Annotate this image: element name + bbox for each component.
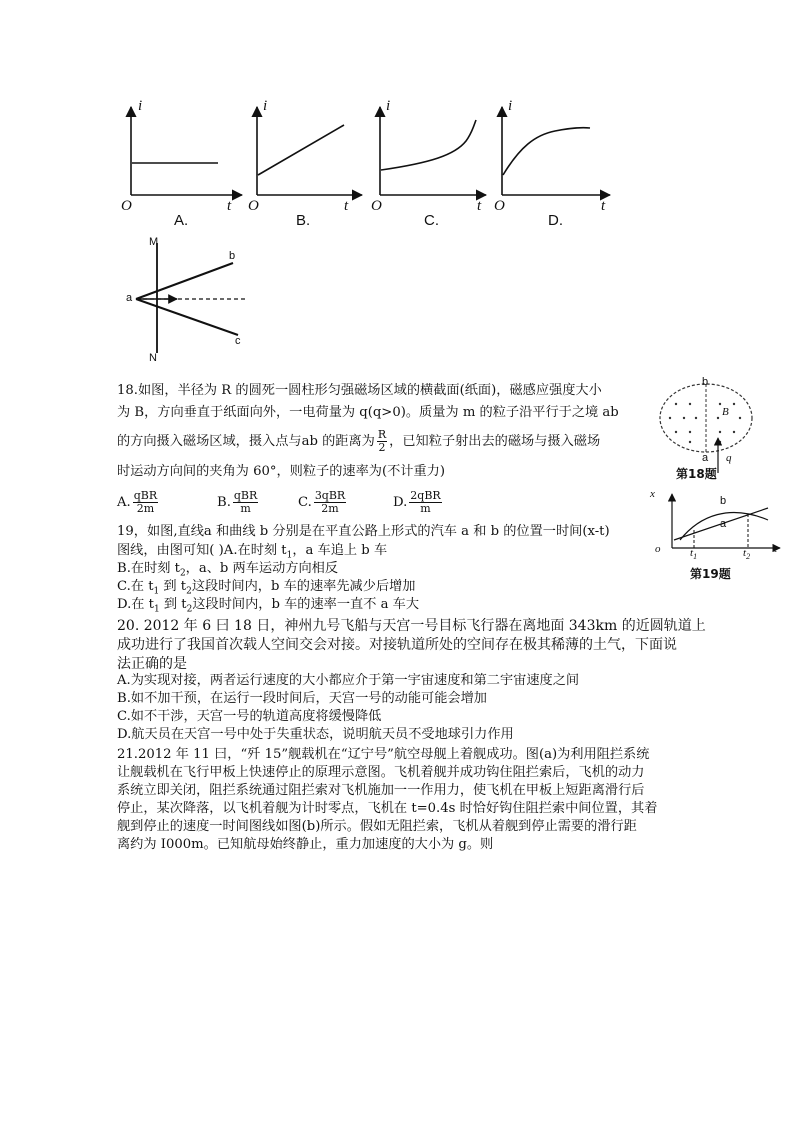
q21-line-6: 离约为 I000m。已知航母始终静止，重力加速度的大小为 g。则 bbox=[117, 837, 494, 852]
q21-line-4: 停止，某次降落，以飞机着舰为计时零点，飞机在 t=0.4s 时恰好钩住阻拦索中间位置，其着 bbox=[117, 801, 658, 816]
graph-b-curve bbox=[258, 125, 344, 175]
figure-18-diagram bbox=[650, 378, 770, 478]
q18-option-d: D. $\frac{\text{2qBR}}{m}$ bbox=[393, 489, 441, 515]
graph-b bbox=[257, 107, 362, 195]
q20-option-c: C.如不干涉，天宫一号的轨道高度将缓慢降低 bbox=[117, 709, 382, 724]
graph-c-i-label: i bbox=[386, 98, 391, 114]
q20-line-2: 成功进行了我国首次载人空间交会对接。对接轨道所处的空间存在极其稀薄的土气，下面说 bbox=[117, 637, 677, 653]
q18-fraction-r-over-2: $\frac{R}{2}$ bbox=[377, 428, 387, 454]
fig19-label-x: x bbox=[650, 488, 655, 500]
graph-a-t-label: t bbox=[227, 198, 232, 214]
graph-b-t-label: t bbox=[344, 198, 349, 214]
graph-c-o-label: O bbox=[371, 198, 382, 214]
graph-a bbox=[131, 107, 242, 195]
mn-label-b: b bbox=[229, 250, 236, 262]
q19-line-1: 19，如图,直线a 和曲线 b 分别是在平直公路上形式的汽车 a 和 b 的位置一时间(x-t) bbox=[117, 524, 610, 539]
mn-label-c: c bbox=[235, 335, 241, 347]
graph-d bbox=[502, 107, 610, 195]
graph-d-o-label: O bbox=[494, 198, 505, 214]
fig18-label-B: B bbox=[722, 406, 729, 418]
q18-line-1: 18.如图，半径为 R 的圆死一圆柱形匀强磁场区域的横截面(纸面)，磁感应强度大小 bbox=[117, 383, 602, 398]
field-dots bbox=[669, 403, 741, 443]
graph-b-o-label: O bbox=[248, 198, 259, 214]
q20-line-1: 20. 2012 年 6 曰 18 日，神州九号飞船与天宫一号目标飞行器在离地面 343km 的近圆轨道上 bbox=[117, 618, 706, 634]
ray-ac bbox=[136, 299, 238, 335]
fig19-label-t2: $t_2$ bbox=[743, 547, 751, 562]
graph-d-i-label: i bbox=[508, 98, 513, 114]
mn-label-m: M bbox=[149, 236, 159, 248]
q18-line-3: 的方向摄入磁场区域，摄入点与ab 的距离为 $\frac{R}{2}$ ，已知粒子射出去的磁场与摄入磁场 bbox=[117, 428, 601, 454]
graph-c-option: C. bbox=[424, 212, 439, 229]
q18-option-a: A. $\frac{\text{qBR}}{2m}$ bbox=[117, 489, 158, 515]
q20-line-3: 法正确的是 bbox=[117, 656, 187, 672]
fig19-label-t1: $t_1$ bbox=[690, 547, 698, 562]
q19-line-2: 图线，由图可知( )A.在时刻 $t_1$，a 车追上 b 车 bbox=[117, 543, 388, 561]
q18-option-b: B. $\frac{\text{qBR}}{m}$ bbox=[217, 489, 258, 515]
ray-ab bbox=[136, 263, 233, 299]
fig18-label-a: a bbox=[702, 452, 709, 464]
graph-b-i-label: i bbox=[263, 98, 268, 114]
graph-b-option: B. bbox=[296, 212, 311, 229]
figure-19-diagram bbox=[650, 490, 785, 560]
fig19-caption: 第19题 bbox=[690, 567, 731, 581]
q21-line-3: 系统立即关闭，阻拦系统通过阻拦索对飞机施加一一作用力，使飞机在甲板上短距离滑行后 bbox=[117, 783, 645, 798]
fig19-label-b: b bbox=[720, 495, 727, 507]
q21-line-1: 21.2012 年 11 曰，“歼 15”舰载机在“辽宁号”航空母舰上着舰成功。图(a)为利用阻拦系统 bbox=[117, 747, 650, 762]
q19-option-c: C.在 $t_1$ 到 $t_2$这段时间内，b 车的速率先减少后增加 bbox=[117, 579, 416, 597]
graph-d-option: D. bbox=[548, 212, 563, 229]
q21-line-2: 让舰载机在飞行甲板上快速停止的原理示意图。飞机着舰并成功钩住阻拦索后，飞机的动力 bbox=[117, 765, 645, 780]
graph-d-t-label: t bbox=[601, 198, 606, 214]
fig19-label-o: o bbox=[655, 543, 661, 555]
q18-line-2: 为 B，方向垂直于纸面向外，一电荷量为 q(q>0)。质量为 m 的粒子沿平行于之境 ab bbox=[117, 405, 619, 420]
graph-c-curve bbox=[381, 120, 476, 170]
mn-label-a: a bbox=[126, 292, 133, 304]
q21-line-5: 舰到停止的速度一时间图线如图(b)所示。假如无阻拦索，飞机从着舰到停止需要的滑行距 bbox=[117, 819, 637, 834]
q20-option-a: A.为实现对接，两者运行速度的大小都应介于第一宇宙速度和第二宇宙速度之间 bbox=[117, 673, 580, 688]
q20-option-d: D.航天员在天宫一号中处于失重状态，说明航天员不受地球引力作用 bbox=[117, 727, 514, 742]
fig19-label-a: a bbox=[720, 518, 727, 530]
fig18-label-b: b bbox=[702, 376, 709, 388]
q20-option-b: B.如不加干预，在运行一段时间后，天宫一号的动能可能会增加 bbox=[117, 691, 487, 706]
fig18-caption: 第18题 bbox=[676, 467, 717, 481]
graph-a-o-label: O bbox=[121, 198, 132, 214]
graph-c bbox=[380, 107, 486, 195]
mn-label-n: N bbox=[149, 352, 157, 364]
graph-a-i-label: i bbox=[138, 98, 143, 114]
q18-option-c: C. $\frac{\text{3qBR}}{2m}$ bbox=[298, 489, 346, 515]
q19-option-d: D.在 $t_1$ 到 $t_2$这段时间内，b 车的速率一直不 a 车大 bbox=[117, 597, 420, 615]
graph-d-curve bbox=[503, 128, 590, 175]
fig18-label-q: q bbox=[726, 452, 732, 464]
q19-option-b: B.在时刻 $t_2$，a、b 两车运动方向相反 bbox=[117, 561, 339, 579]
q18-line-4: 时运动方向间的夹角为 60°，则粒子的速率为(不计重力) bbox=[117, 464, 445, 479]
graph-c-t-label: t bbox=[477, 198, 482, 214]
graph-a-option: A. bbox=[174, 212, 189, 229]
fig19-label-t: t bbox=[774, 543, 778, 555]
mn-boundary-figure bbox=[120, 235, 260, 370]
